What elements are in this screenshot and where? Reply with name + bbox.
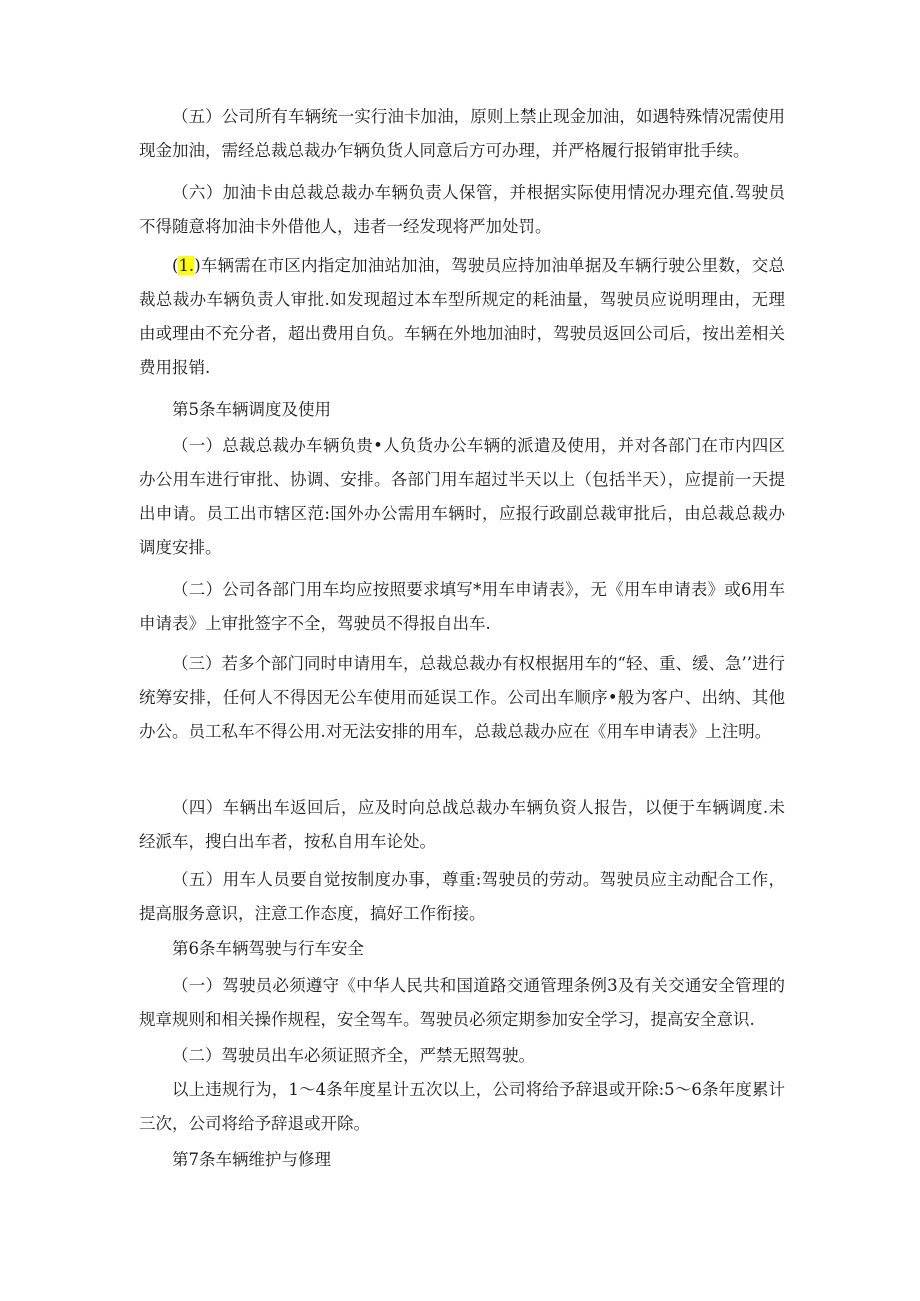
- paragraph-license: （二）驾驶员出车必须证照齐全，严禁无照驾驶。: [172, 1046, 535, 1065]
- paragraph-application-form: （二）公司各部门用车均应按照要求填写*用车申请表》，无《用车申请表》或6用车申请表》上审批签字不全，驾驶员不得报自出车.: [139, 580, 785, 633]
- section-heading-article-5: 第5条车辆调度及使用: [172, 400, 331, 419]
- paragraph-text: 车辆需在市区内指定加油站加油，驾驶员应持加油单据及车辆行驶公里数，交总裁总裁办车辆负责人审批.如发现超过本车型所规定的耗油量，驾驶员应说明理由，无理由或理由不充分者，超出费用自负。车辆在外地加油时，驾驶员返回公司后，按出差相关费用报销.: [139, 256, 785, 377]
- paragraph-violation-penalty: 以上违规行为，1〜4条年度星计五次以上，公司将给予辞退或开除:5〜6条年度累计三次，公司将给予辞退或开除。: [139, 1080, 785, 1133]
- paragraph-designated-station: [139, 249, 785, 385]
- paragraph-user-conduct: （五）用车人员要自觉按制度办事，尊重:驾驶员的劳动。驾驶员应主动配合工作，提高服务意识，注意工作态度，搞好工作衔接。: [139, 870, 785, 923]
- paragraph-dispatch: （一）总裁总裁办车辆负贵•人负货办公车辆的派遣及使用，并对各部门在市内四区办公用车进行审批、协调、安排。各部门用车超过半天以上（包括半天），应提前一天提出申请。员工出市辖区范:国外办公需用车辆时，应报行政副总裁审批后，由总裁总裁办调度安排。: [139, 436, 785, 557]
- item-open-paren: (: [172, 256, 179, 275]
- paragraph-return-report: （四）车辆出车返回后，应及时向总战总裁办车辆负资人报告，以便于车辆调度.未经派车，搜白出车者，按私自用车论处。: [139, 798, 785, 851]
- section-heading-article-7: 第7条车辆维护与修理: [172, 1150, 331, 1169]
- paragraph-fuel-card-custody: （六）加油卡由总裁总裁办车辆负责人保管，并根据实际使用情况办理充值.驾驶员不得随意将加油卡外借他人，违者一经发现将严加处罚。: [139, 183, 785, 236]
- highlighted-item-number: 1.: [178, 256, 195, 275]
- item-close-paren: ): [194, 256, 201, 275]
- section-heading-article-6: 第6条车辆驾驶与行车安全: [172, 939, 364, 958]
- paragraph-traffic-rules: （一）驾驶员必须遵守《中华人民共和国道路交通管理条例3及有关交通安全管理的规章规则和相关操作规程，安全驾车。驾驶员必须定期参加安全学习，提高安全意识.: [139, 976, 785, 1029]
- paragraph-priority-arrangement: （三）若多个部门同时申请用车，总裁总裁办有权根据用车的“轻、重、缓、急’’进行统筹安排，任何人不得因无公车使用而延误工作。公司出车顺序•般为客户、出纳、其他办公。员工私车不得公用.对无法安排的用车，总裁总裁办应在《用车申请表》上注明。: [139, 654, 785, 741]
- paragraph-fuel-card-policy: （五）公司所有车辆统一实行油卡加油，原则上禁止现金加油，如遇特殊情况需使用现金加油，需经总裁总裁办乍辆负货人同意后方可办理，并严格履行报销审批手续。: [139, 107, 785, 160]
